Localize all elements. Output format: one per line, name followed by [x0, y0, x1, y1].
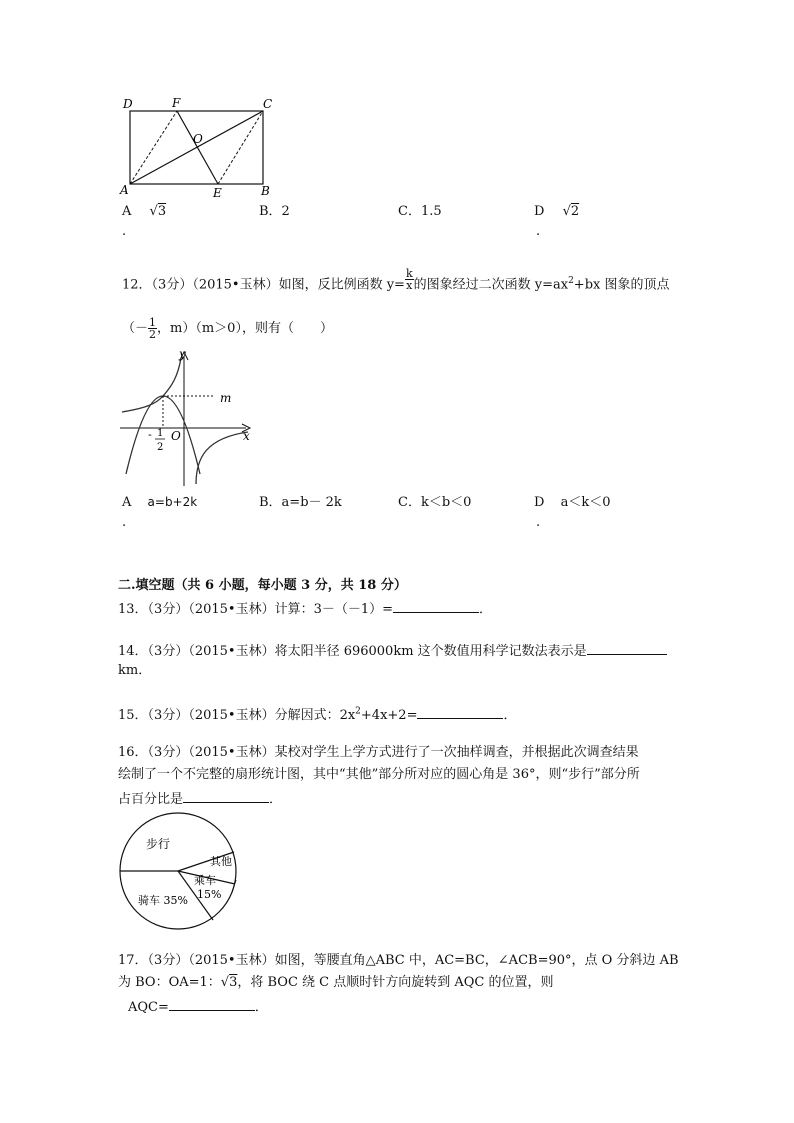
label-f: F	[172, 96, 181, 110]
question-16-line1: 16．（3分）（2015•玉林）某校对学生上学方式进行了一次抽样调查，并根据此次调查结果	[118, 745, 639, 760]
question-17-line1: 17．（3分）（2015•玉林）如图，等腰直角△ABC 中，AC=BC，∠ACB=90°，点 O 分斜边 AB	[118, 953, 679, 968]
option-c[interactable]: C．k＜b＜0	[398, 495, 472, 510]
label-bike: 骑车 35%	[138, 894, 188, 907]
question-17-line3: AQC= ．	[128, 1000, 268, 1015]
sqrt-icon: √	[149, 204, 158, 219]
label-m: m	[220, 391, 232, 405]
pie-tick-mark	[232, 880, 236, 892]
label-half-den: 2	[157, 442, 164, 453]
section-title: 二.填空题（共 6 小题，每小题 3 分，共 18 分）	[118, 578, 407, 593]
answer-blank[interactable]	[587, 642, 667, 655]
label-half-num: 1	[157, 428, 164, 439]
label-other: 其他	[210, 855, 232, 868]
label-c: C	[263, 97, 273, 111]
dashed-af	[130, 111, 177, 184]
option-a[interactable]: A √3	[122, 204, 167, 219]
sqrt-icon: √	[562, 204, 571, 219]
segment-fe	[177, 111, 218, 184]
dashed-ec	[218, 111, 263, 184]
option-d[interactable]: D a＜k＜0	[534, 495, 611, 510]
pie-chart-figure	[118, 810, 242, 934]
question-17-line2: 为 BO：OA=1：√3，将 BOC 绕 C 点顺时针方向旋转到 AQC 的位置，则	[118, 975, 554, 990]
option-c[interactable]: C．1.5	[398, 204, 442, 219]
function-graph	[116, 346, 258, 488]
label-a: A	[120, 183, 129, 197]
label-o: O	[193, 132, 203, 146]
fraction-k-over-x: $\frac{k}{x}$	[405, 267, 413, 293]
label-d: D	[123, 97, 133, 111]
question-16-line3: 占百分比是 ．	[118, 792, 283, 807]
hyperbola-left-branch	[122, 358, 181, 412]
label-origin: O	[171, 429, 181, 443]
label-y: y	[179, 347, 186, 361]
label-x: x	[243, 429, 250, 443]
option-b[interactable]: B．2	[259, 204, 290, 219]
fraction-half: $\frac{1}{2}$	[149, 316, 157, 341]
label-bus-pct: 15%	[197, 888, 222, 901]
label-bus: 乘车	[194, 874, 216, 887]
question-14-line2: km．	[118, 663, 152, 678]
option-d-dot: .	[536, 224, 541, 239]
option-a[interactable]: A a=b+2k	[122, 495, 198, 510]
diagonal-ac	[130, 111, 263, 184]
question-13: 13．（3分）（2015•玉林）计算：3－（－1）= ．	[118, 602, 493, 617]
question-15: 15．（3分）（2015•玉林）分解因式：$2x^2+4x+2=$ ．	[118, 706, 517, 723]
label-e: E	[213, 186, 222, 200]
answer-blank[interactable]	[417, 706, 503, 719]
question-12-line2: （－ $\frac{1}{2}$ ，m）（m＞0），则有（ ）	[122, 316, 333, 341]
answer-blank[interactable]	[393, 600, 479, 613]
label-b: B	[261, 184, 270, 198]
answer-blank[interactable]	[169, 998, 255, 1011]
sqrt-icon: √	[220, 975, 230, 990]
option-a-dot: .	[122, 515, 127, 530]
option-d[interactable]: D √2	[534, 204, 580, 219]
option-a-dot: .	[122, 224, 127, 239]
rectangle-figure	[115, 94, 285, 200]
label-walk: 步行	[146, 837, 171, 851]
question-14-line1: 14．（3分）（2015•玉林）将太阳半径 696000km 这个数值用科学记数法表示是	[118, 642, 667, 658]
question-12-line1: 12．（3分）（2015•玉林）如图，反比例函数 y= $\frac{k}{x}$ 的图象经过二次函数 $y=ax^2+bx$ 图象的顶点	[122, 267, 670, 293]
answer-blank[interactable]	[183, 790, 269, 803]
option-d-dot: .	[536, 515, 541, 530]
label-neg: -	[148, 428, 152, 441]
option-b[interactable]: B．a=b－ 2k	[259, 495, 342, 510]
question-16-line2: 绘制了一个不完整的扇形统计图，其中“其他”部分所对应的圆心角是 36°，则“步行”部分所	[118, 767, 640, 782]
hyperbola-right-branch	[196, 432, 248, 484]
